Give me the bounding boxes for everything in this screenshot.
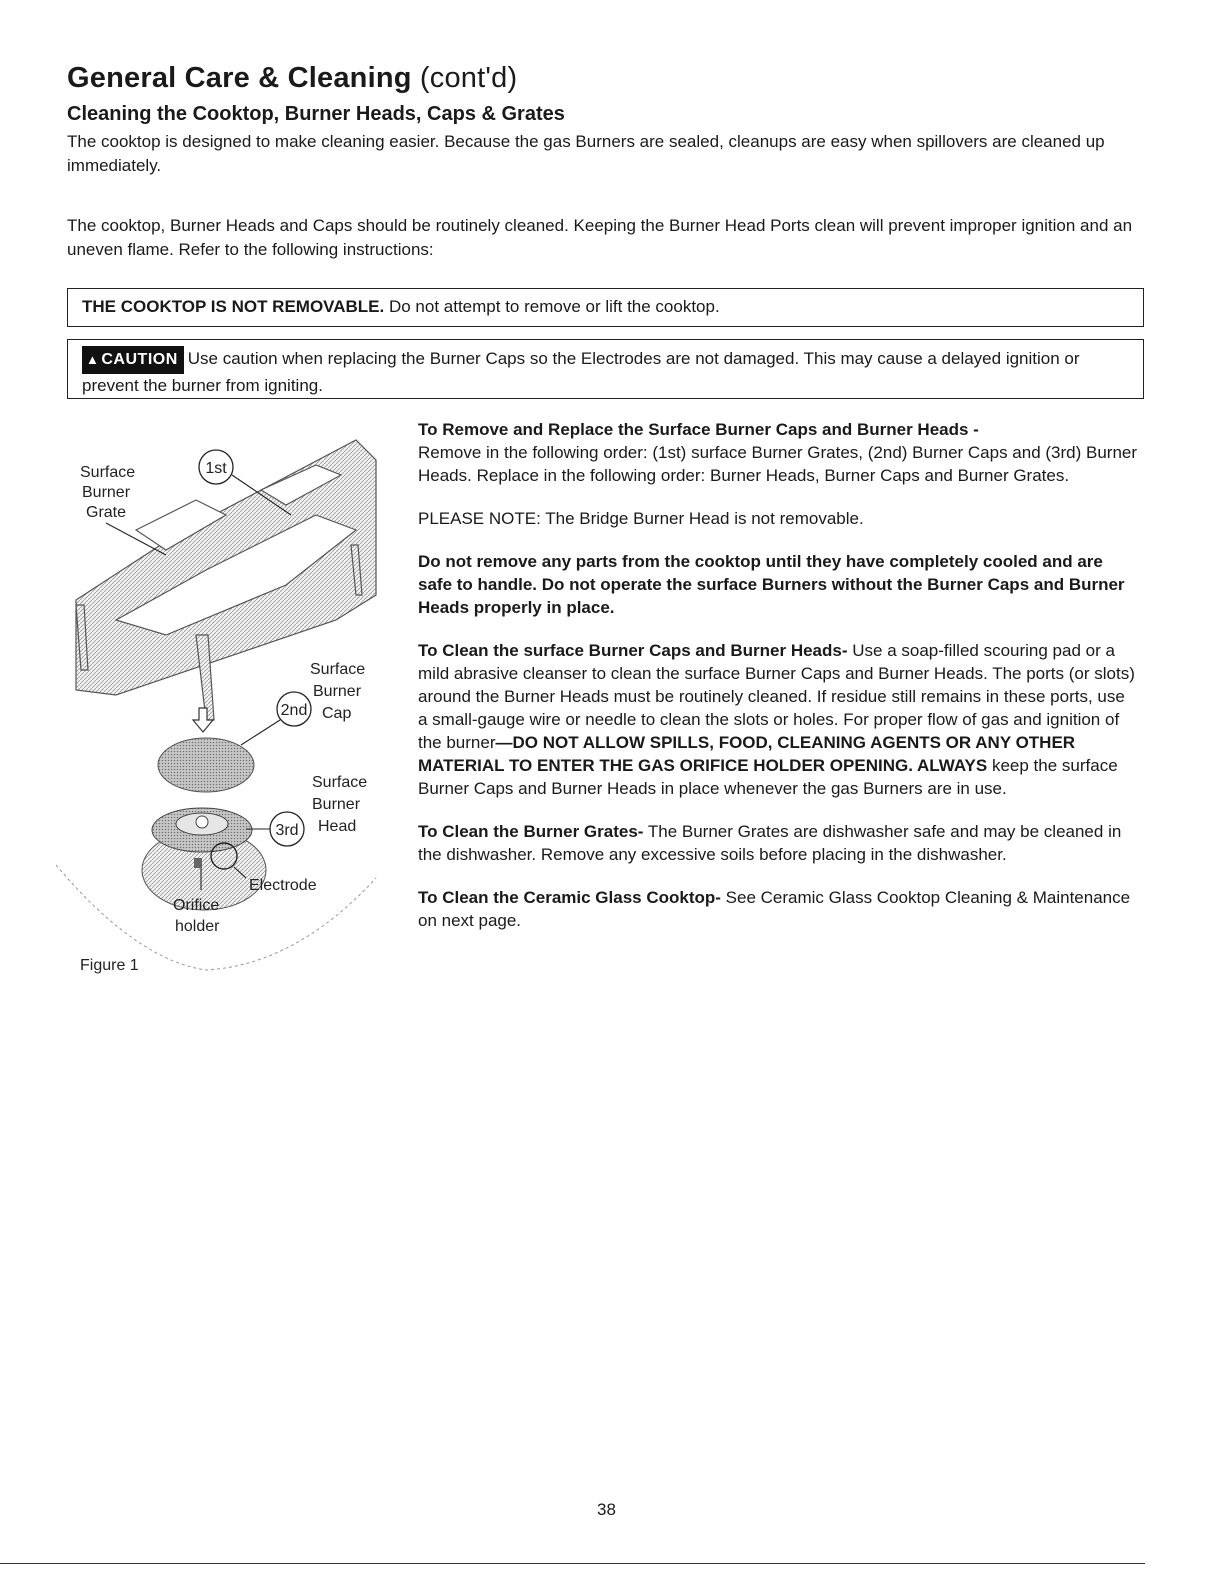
page-title: General Care & Cleaning (cont'd) [67,62,518,94]
clean-caps-section: To Clean the surface Burner Caps and Burner Heads- Use a soap-filled scouring pad or a mild abrasive cleanser to clean the surface Burner Caps and Burner Heads. The ports (or slots) around the Burner Heads must be routinely cleaned. If residue still remains in these ports, use a small-gauge wire or needle to clean the slots or holes. For proper flow of gas and ignition of the burner—DO NOT ALLOW SPILLS, FOOD, CLEANING AGENTS OR ANY OTHER MATERIAL TO ENTER THE GAS ORIFICE HOLDER OPENING. ALWAYS keep the surface Burner Caps and Burner Heads in place whenever the gas Burners are in use. [418,641,1135,798]
figure-caption: Figure 1 [80,957,139,974]
svg-text:Burner: Burner [313,683,362,700]
svg-text:2nd: 2nd [280,702,308,719]
instructions-column [418,418,1138,952]
burner-head-drawing [142,808,266,910]
caution-box [67,339,1144,399]
svg-text:3rd: 3rd [275,822,299,839]
warning-icon: ▲ [86,352,100,367]
step-3rd-marker [246,812,304,846]
svg-text:Burner: Burner [312,796,361,813]
svg-text:Cap: Cap [322,705,352,722]
svg-text:Surface: Surface [312,774,368,791]
svg-text:Electrode: Electrode [249,877,317,894]
clean-glass-section: To Clean the Ceramic Glass Cooktop- See Ceramic Glass Cooktop Cleaning & Maintenance on next page. [418,888,1131,930]
intro-paragraph-2: The cooktop, Burner Heads and Caps should be routinely cleaned. Keeping the Burner Head Ports clean will prevent improper ignition and an uneven flame. Refer to the following instructions: [67,216,1133,259]
remove-section: To Remove and Replace the Surface Burner Caps and Burner Heads - Remove in the following order: (1st) surface Burner Grates, (2nd) Burner Caps and (3rd) Burner Heads. Replace in the following order: Burner Heads, Burner Caps and Burner Grates. [418,420,1138,485]
page-number: 38 [597,1500,616,1519]
caution-text: Use caution when replacing the Burner Caps so the Electrodes are not damaged. This may cause a delayed ignition or prevent the burner from igniting. [82,349,1080,395]
svg-text:1st: 1st [205,460,227,477]
warning-text: Do not remove any parts from the cooktop until they have completely cooled and are safe to handle. Do not operate the surface Burners without the Burner Caps and Burner Heads properly in place. [418,552,1125,617]
burner-parts-figure [56,420,392,990]
svg-text:Surface: Surface [80,464,136,481]
notice-text: Do not attempt to remove or lift the cooktop. [384,297,720,316]
cap-label [310,661,365,722]
burner-cap-drawing [158,738,254,792]
svg-text:Burner: Burner [82,484,131,501]
notice-box [67,288,1144,327]
svg-text:Head: Head [318,818,357,835]
burner-grate-drawing [76,440,376,720]
clean-grates-section: To Clean the Burner Grates- The Burner Grates are dishwasher safe and may be cleaned in the dishwasher. Remove any excessive soils before placing in the dishwasher. [418,822,1122,864]
svg-text:Grate: Grate [86,504,127,521]
intro-paragraph-1: The cooktop is designed to make cleaning easier. Because the gas Burners are sealed, cleanups are easy when spillovers are cleaned up immediately. [67,132,1105,175]
section-subtitle: Cleaning the Cooktop, Burner Heads, Caps & Grates [67,103,565,125]
svg-text:Surface: Surface [310,661,366,678]
step-2nd-marker [241,692,311,745]
svg-text:holder: holder [175,918,220,935]
footer-rule [0,1563,1145,1564]
note-text: PLEASE NOTE: The Bridge Burner Head is not removable. [418,509,864,528]
svg-text:Orifice: Orifice [173,897,220,914]
notice-bold: THE COOKTOP IS NOT REMOVABLE. [82,297,385,316]
caution-badge: ▲ CAUTION [82,346,184,374]
head-label [312,774,367,835]
